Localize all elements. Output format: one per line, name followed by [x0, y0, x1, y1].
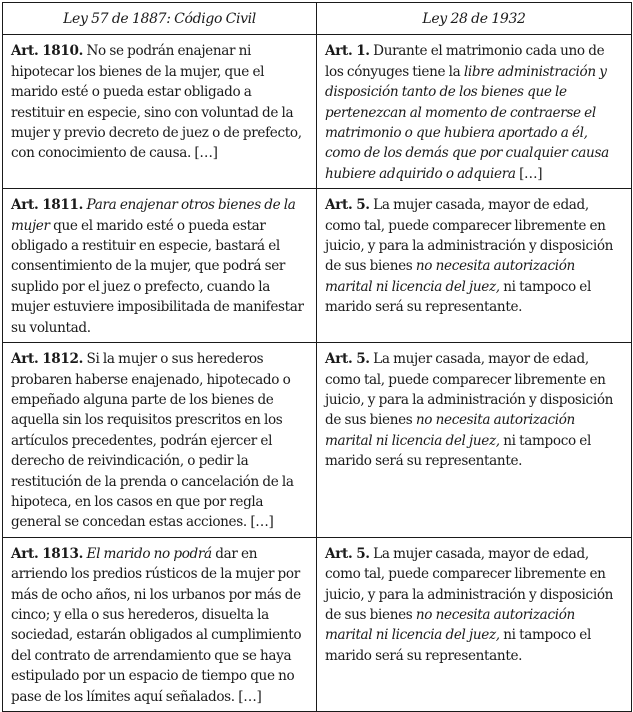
- article-number: Art. 1811.: [11, 197, 84, 214]
- article-cell-left: [3, 537, 317, 711]
- law-comparison-table: [2, 2, 632, 712]
- article-cell-right: [317, 537, 632, 711]
- emphasized-text: no necesita autorización marital ni licencia del juez,: [325, 606, 575, 644]
- table-row: [3, 343, 632, 538]
- emphasized-text: libre administración y disposición tanto de los bienes que le pertenezcan al momento de contraerse el matrimonio o que hubiera aportado a él, como de los demás que por cualquier causa hubiere adquirido o adquiera: [325, 63, 609, 182]
- table-row: [3, 35, 632, 189]
- article-number: Art. 1.: [325, 43, 370, 60]
- article-text: Si la mujer o sus herederos probaren haberse enajenado, hipotecado o empeñado alguna parte de los bienes de aquella sin los requisitos prescritos en los artículos precedentes, podrán ejercer el derecho de reivindicación, o pedir la restitución de la prenda o cancelación de la hipoteca, en los casos en que por regla general se concedan estas acciones. […]: [11, 351, 294, 531]
- article-number: Art. 1810.: [11, 43, 84, 60]
- article-text: que el marido esté o pueda estar obligado a restituir en especie, bastará el consentimiento de la mujer, que podrá ser suplido por el juez o prefecto, cuando la mujer estuviere imposibilitada de manifestar su voluntad.: [11, 217, 304, 336]
- article-text: La mujer casada, mayor de edad, como tal, puede comparecer libremente en juicio, y para la administración y disposición de sus bienes: [325, 351, 614, 429]
- article-cell-left: [3, 189, 317, 343]
- article-number: Art. 5.: [325, 545, 370, 562]
- article-number: Art. 5.: [325, 351, 370, 368]
- article-text: dar en arriendo los predios rústicos de la mujer por más de ocho años, ni los urbanos por más de cinco; y ella o sus herederos, disuelta la sociedad, estarán obligados al cumplimiento del contrato de arrendamiento que se haya estipulado por un espacio de tiempo que no pase de los límites aquí señalados. […]: [11, 545, 302, 705]
- article-text: La mujer casada, mayor de edad, como tal, puede comparecer libremente en juicio, y para la administración y disposición de sus bienes: [325, 197, 614, 275]
- article-number: Art. 1812.: [11, 351, 84, 368]
- article-cell-left: [3, 343, 317, 538]
- article-cell-left: [3, 35, 317, 189]
- article-text: No se podrán enajenar ni hipotecar los bienes de la mujer, que el marido esté o pueda estar obligado a restituir en especie, sino con voluntad de la mujer y previo decreto de juez o de prefecto, con conocimiento de causa. […]: [11, 43, 302, 162]
- article-cell-right: [317, 343, 632, 538]
- article-text: ni tampoco el marido será su representante.: [325, 432, 591, 470]
- emphasized-text: Para enajenar otros bienes de la mujer: [11, 197, 296, 234]
- emphasized-text: El marido no podrá: [86, 545, 212, 562]
- article-cell-right: [317, 35, 632, 189]
- emphasized-text: no necesita autorización marital ni licencia del juez,: [325, 258, 575, 295]
- table-row: [3, 537, 632, 711]
- emphasized-text: no necesita autorización marital ni licencia del juez,: [325, 412, 575, 449]
- article-number: Art. 5.: [325, 197, 370, 214]
- article-text: Durante el matrimonio cada uno de los cónyuges tiene la: [325, 43, 605, 80]
- article-text: La mujer casada, mayor de edad, como tal, puede comparecer libremente en juicio, y para la administración y disposición de sus bienes: [325, 545, 614, 623]
- header-ley-28-1932: Ley 28 de 1932: [317, 3, 632, 35]
- article-cell-right: [317, 189, 632, 343]
- article-text: ni tampoco el marido será su representante.: [325, 278, 591, 316]
- table-row: [3, 189, 632, 343]
- article-text: […]: [515, 165, 543, 182]
- article-number: Art. 1813.: [11, 545, 84, 562]
- header-codigo-civil-1887: Ley 57 de 1887: Código Civil: [3, 3, 317, 35]
- header-row: [3, 3, 632, 35]
- article-text: ni tampoco el marido será su representante.: [325, 627, 591, 664]
